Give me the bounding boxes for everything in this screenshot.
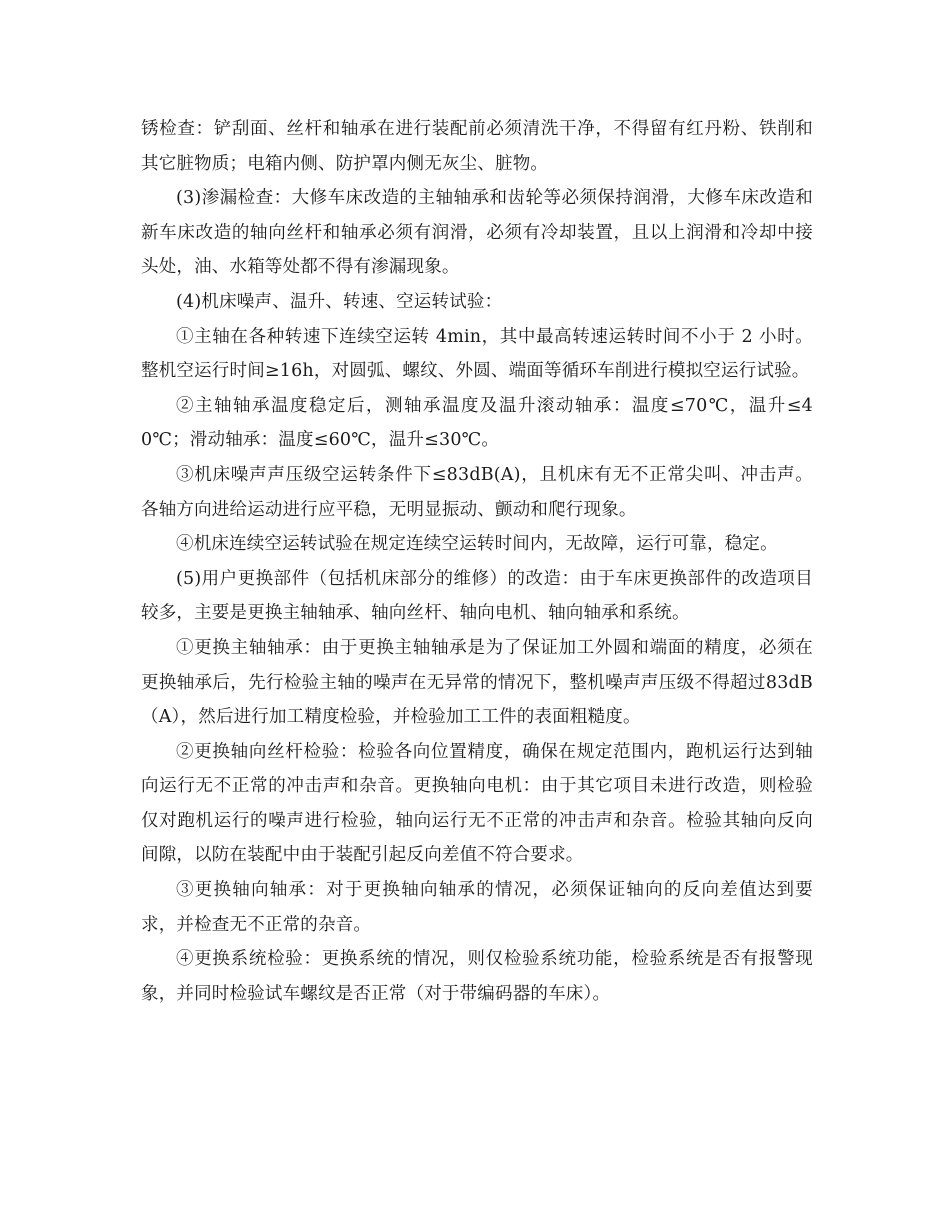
document-page [141, 112, 813, 1011]
paragraph-continuous-run: ④机床连续空运转试验在规定连续空运转时间内，无故障，运行可靠，稳定。 [176, 534, 778, 555]
paragraph-rust-check: 锈检查：铲刮面、丝杆和轴承在进行装配前必须清洗干净，不得留有红丹粉、铁削和其它脏物质；电箱内侧、防护罩内侧无灰尘、脏物。 [141, 119, 813, 174]
paragraph-leak-check: (3)渗漏检查：大修车床改造的主轴轴承和齿轮等必须保持润滑，大修车床改造和新车床改造的轴向丝杆和轴承必须有润滑，必须有冷却装置，且以上润滑和冷却中接头处，油、水箱等处都不得有渗漏现象。 [141, 188, 813, 278]
paragraph-spindle-run-test: ①主轴在各种转速下连续空运转 4min，其中最高转速运转时间不小于 2 小时。整机空运行时间≥16h，对圆弧、螺纹、外圆、端面等循环车削进行模拟空运行试验。 [141, 326, 813, 382]
paragraph-bearing-temperature: ②主轴轴承温度稳定后，测轴承温度及温升滚动轴承：温度≤70℃，温升≤40℃；滑动轴承：温度≤60℃，温升≤30℃。 [141, 395, 813, 451]
paragraph-part-replacement: (5)用户更换部件（包括机床部分的维修）的改造：由于车床更换部件的改造项目较多，主要是更换主轴轴承、轴向丝杆、轴向电机、轴向轴承和系统。 [141, 568, 813, 624]
paragraph-spindle-bearing: ①更换主轴轴承：由于更换主轴轴承是为了保证加工外圆和端面的精度，必须在更换轴承后，先行检验主轴的噪声在无异常的情况下，整机噪声声压级不得超过83dB（A），然后进行加工精度检验，并检验加工工件的表面粗糙度。 [141, 637, 813, 728]
paragraph-axial-screw: ②更换轴向丝杆检验：检验各向位置精度，确保在规定范围内，跑机运行达到轴向运行无不正常的冲击声和杂音。更换轴向电机：由于其它项目未进行改造，则检验仅对跑机运行的噪声进行检验，轴向运行无不正常的冲击声和杂音。检验其轴向反向间隙，以防在装配中由于装配引起反向差值不符合要求。 [141, 741, 813, 866]
paragraph-noise-level: ③机床噪声声压级空运转条件下≤83dB(A)，且机床有无不正常尖叫、冲击声。各轴方向进给运动进行应平稳，无明显振动、颤动和爬行现象。 [141, 464, 813, 520]
paragraph-system-check: ④更换系统检验：更换系统的情况，则仅检验系统功能，检验系统是否有报警现象，并同时检验试车螺纹是否正常（对于带编码器的车床）。 [141, 949, 813, 1004]
paragraph-noise-test-heading: (4)机床噪声、温升、转速、空运转试验： [176, 291, 503, 312]
paragraph-axial-bearing: ③更换轴向轴承：对于更换轴向轴承的情况，必须保证轴向的反向差值达到要求，并检查无不正常的杂音。 [141, 880, 813, 935]
